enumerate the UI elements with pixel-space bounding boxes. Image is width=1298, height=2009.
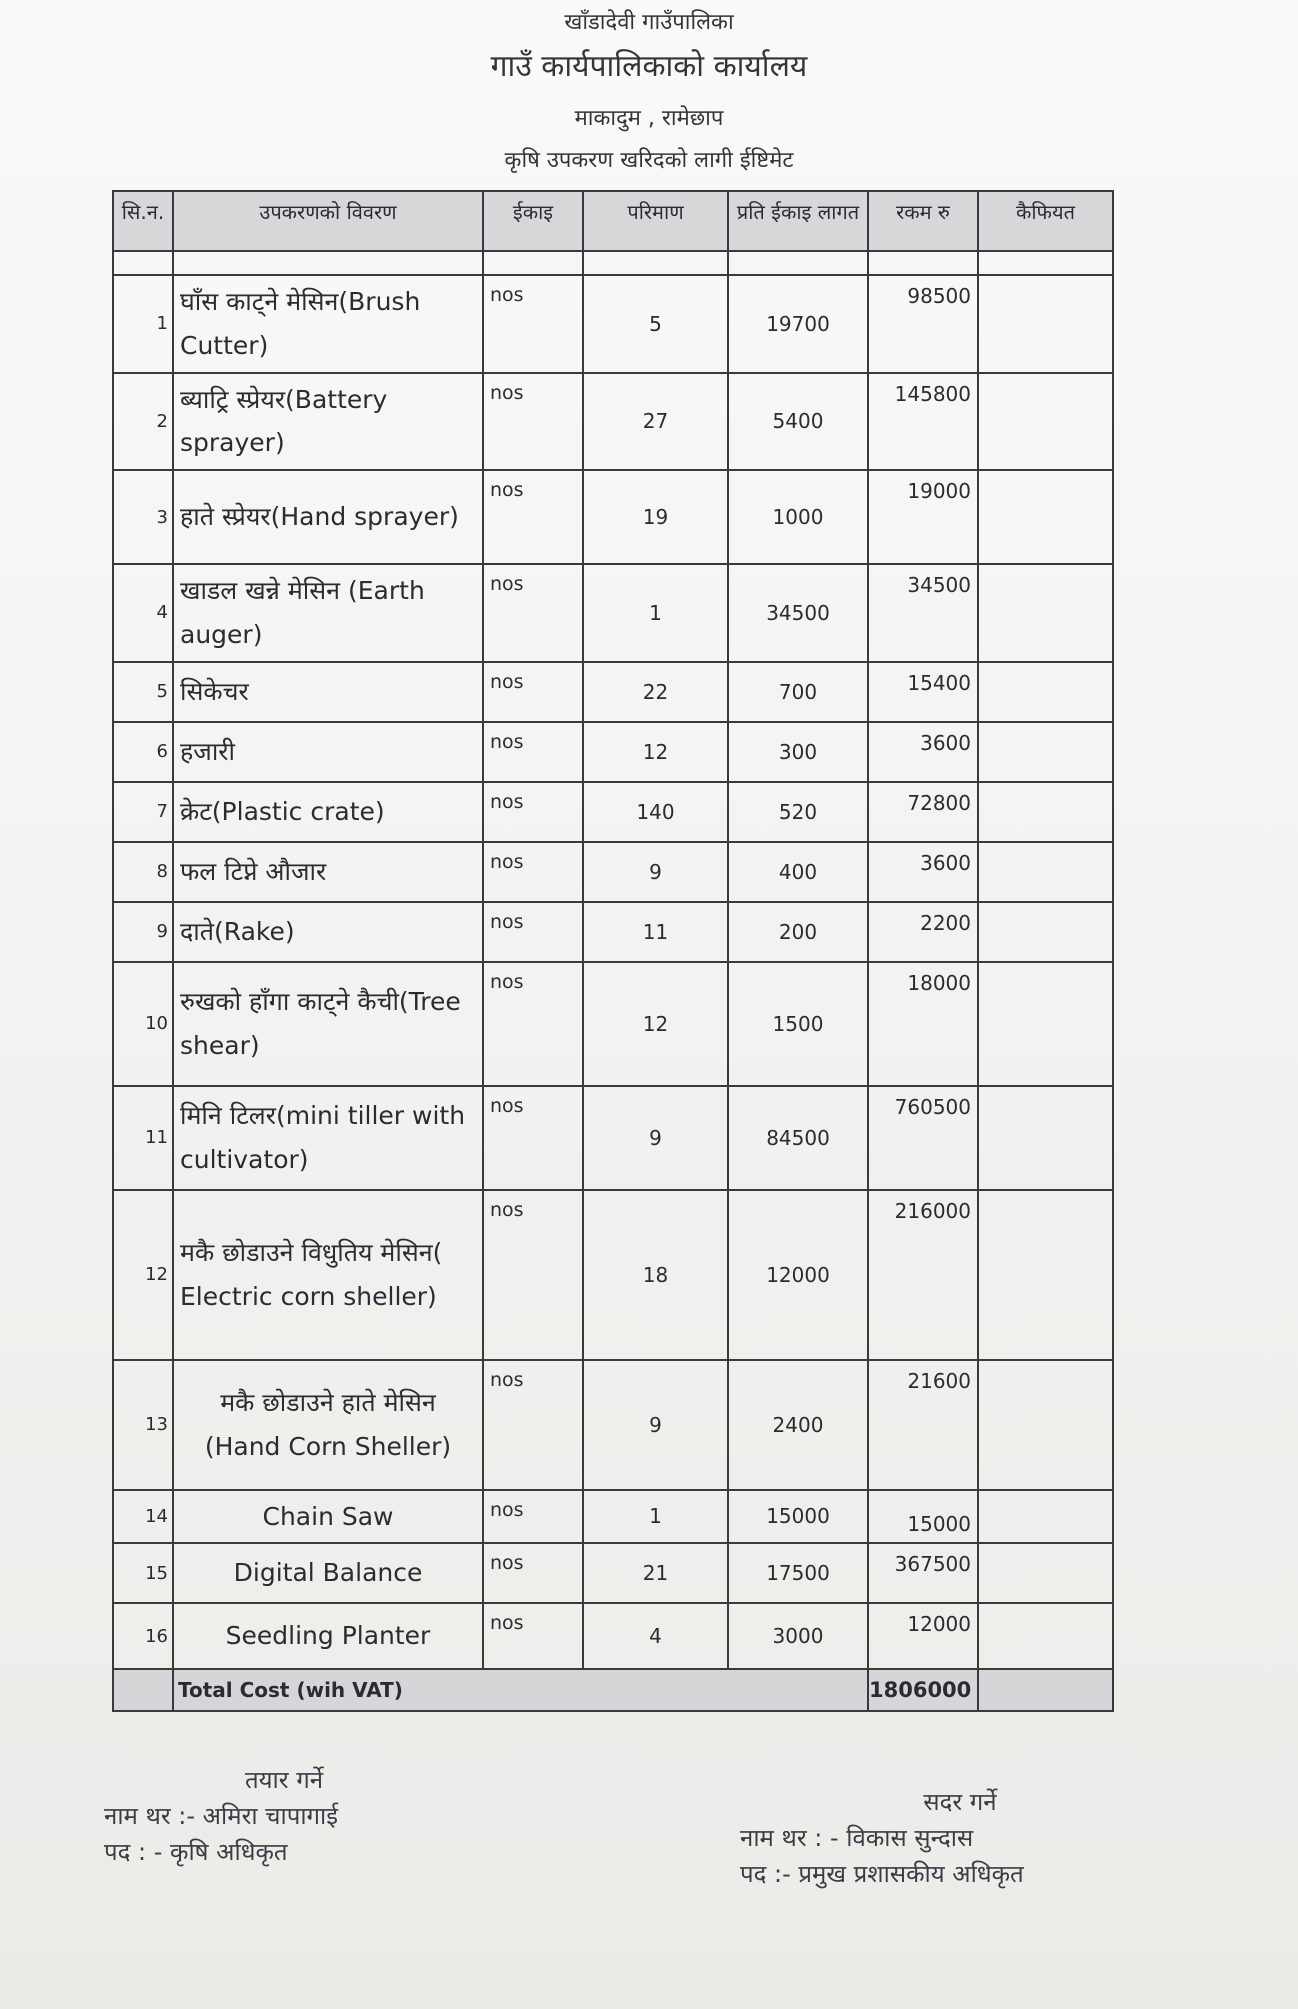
row-quantity: 18 bbox=[583, 1190, 728, 1360]
row-unit: nos bbox=[483, 470, 583, 564]
row-description: सिकेचर bbox=[173, 662, 483, 722]
row-unit: nos bbox=[483, 1190, 583, 1360]
row-sn: 12 bbox=[113, 1190, 173, 1360]
row-unit: nos bbox=[483, 662, 583, 722]
table-row bbox=[113, 564, 1113, 662]
row-unit: nos bbox=[483, 902, 583, 962]
table-row bbox=[113, 373, 1113, 471]
row-amount: 2200 bbox=[868, 902, 978, 962]
col-header-description: उपकरणको विवरण bbox=[173, 191, 483, 251]
total-label: Total Cost (wih VAT) bbox=[173, 1669, 868, 1711]
row-quantity: 4 bbox=[583, 1603, 728, 1669]
row-remarks bbox=[978, 1490, 1113, 1544]
table-spacer-row bbox=[113, 251, 1113, 275]
table-row bbox=[113, 1086, 1113, 1190]
approved-by-post: पद :- प्रमुख प्रशासकीय अधिकृत bbox=[740, 1860, 1024, 1888]
row-sn: 6 bbox=[113, 722, 173, 782]
row-quantity: 1 bbox=[583, 1490, 728, 1544]
row-sn: 2 bbox=[113, 373, 173, 471]
table-row bbox=[113, 1543, 1113, 1603]
row-unit-cost: 700 bbox=[728, 662, 868, 722]
row-amount: 98500 bbox=[868, 275, 978, 373]
row-unit: nos bbox=[483, 842, 583, 902]
row-description: Chain Saw bbox=[173, 1490, 483, 1544]
row-amount: 21600 bbox=[868, 1360, 978, 1490]
col-header-sn: सि.न. bbox=[113, 191, 173, 251]
row-description: हजारी bbox=[173, 722, 483, 782]
row-description: मकै छोडाउने विधुतिय मेसिन( Electric corn sheller) bbox=[173, 1190, 483, 1360]
row-remarks bbox=[978, 962, 1113, 1086]
row-unit: nos bbox=[483, 373, 583, 471]
row-quantity: 9 bbox=[583, 1086, 728, 1190]
row-description: Seedling Planter bbox=[173, 1603, 483, 1669]
table-row bbox=[113, 1190, 1113, 1360]
row-amount: 15000 bbox=[868, 1490, 978, 1544]
row-unit: nos bbox=[483, 1490, 583, 1544]
table-row bbox=[113, 842, 1113, 902]
row-unit-cost: 5400 bbox=[728, 373, 868, 471]
col-header-amount: रकम रु bbox=[868, 191, 978, 251]
row-description: दाते(Rake) bbox=[173, 902, 483, 962]
row-sn: 9 bbox=[113, 902, 173, 962]
row-unit-cost: 200 bbox=[728, 902, 868, 962]
row-quantity: 27 bbox=[583, 373, 728, 471]
row-description: हाते स्प्रेयर(Hand sprayer) bbox=[173, 470, 483, 564]
row-description: क्रेट(Plastic crate) bbox=[173, 782, 483, 842]
row-description: मकै छोडाउने हाते मेसिन (Hand Corn Sheller) bbox=[173, 1360, 483, 1490]
document-subject: कृषि उपकरण खरिदको लागी ईष्टिमेट bbox=[504, 148, 794, 173]
row-unit-cost: 34500 bbox=[728, 564, 868, 662]
row-unit-cost: 300 bbox=[728, 722, 868, 782]
row-unit-cost: 520 bbox=[728, 782, 868, 842]
row-description: मिनि टिलर(mini tiller with cultivator) bbox=[173, 1086, 483, 1190]
total-row bbox=[113, 1669, 1113, 1711]
row-amount: 15400 bbox=[868, 662, 978, 722]
office-address: माकादुम , रामेछाप bbox=[574, 106, 724, 131]
row-quantity: 21 bbox=[583, 1543, 728, 1603]
row-unit-cost: 12000 bbox=[728, 1190, 868, 1360]
row-unit: nos bbox=[483, 722, 583, 782]
row-unit-cost: 2400 bbox=[728, 1360, 868, 1490]
row-amount: 12000 bbox=[868, 1603, 978, 1669]
row-remarks bbox=[978, 1603, 1113, 1669]
row-sn: 13 bbox=[113, 1360, 173, 1490]
row-remarks bbox=[978, 1190, 1113, 1360]
estimate-table bbox=[112, 190, 1114, 1712]
table-row bbox=[113, 1360, 1113, 1490]
row-sn: 15 bbox=[113, 1543, 173, 1603]
row-unit: nos bbox=[483, 1543, 583, 1603]
row-unit: nos bbox=[483, 962, 583, 1086]
row-remarks bbox=[978, 564, 1113, 662]
row-amount: 72800 bbox=[868, 782, 978, 842]
row-quantity: 12 bbox=[583, 722, 728, 782]
col-header-quantity: परिमाण bbox=[583, 191, 728, 251]
total-amount: 1806000 bbox=[868, 1669, 978, 1711]
row-description: रुखको हाँगा काट्ने कैची(Tree shear) bbox=[173, 962, 483, 1086]
row-unit-cost: 17500 bbox=[728, 1543, 868, 1603]
table-row bbox=[113, 962, 1113, 1086]
prepared-by-title: तयार गर्ने bbox=[244, 1766, 324, 1794]
row-quantity: 12 bbox=[583, 962, 728, 1086]
row-remarks bbox=[978, 1360, 1113, 1490]
row-unit: nos bbox=[483, 782, 583, 842]
row-amount: 34500 bbox=[868, 564, 978, 662]
table-row bbox=[113, 662, 1113, 722]
col-header-unit-cost: प्रति ईकाइ लागत bbox=[728, 191, 868, 251]
row-amount: 18000 bbox=[868, 962, 978, 1086]
municipality-name: खाँडादेवी गाउँपालिका bbox=[564, 10, 734, 35]
row-unit: nos bbox=[483, 1603, 583, 1669]
row-unit: nos bbox=[483, 1086, 583, 1190]
table-header-row bbox=[113, 191, 1113, 251]
row-description: Digital Balance bbox=[173, 1543, 483, 1603]
approved-by-title: सदर गर्ने bbox=[923, 1788, 997, 1816]
row-sn: 7 bbox=[113, 782, 173, 842]
row-amount: 3600 bbox=[868, 842, 978, 902]
table-row bbox=[113, 782, 1113, 842]
row-remarks bbox=[978, 1543, 1113, 1603]
row-description: फल टिप्ने औजार bbox=[173, 842, 483, 902]
row-remarks bbox=[978, 842, 1113, 902]
row-amount: 145800 bbox=[868, 373, 978, 471]
row-remarks bbox=[978, 275, 1113, 373]
table-row bbox=[113, 1490, 1113, 1544]
row-unit: nos bbox=[483, 275, 583, 373]
row-sn: 5 bbox=[113, 662, 173, 722]
row-remarks bbox=[978, 782, 1113, 842]
row-sn: 8 bbox=[113, 842, 173, 902]
row-unit: nos bbox=[483, 564, 583, 662]
row-sn: 11 bbox=[113, 1086, 173, 1190]
row-unit-cost: 1000 bbox=[728, 470, 868, 564]
row-sn: 4 bbox=[113, 564, 173, 662]
row-sn: 3 bbox=[113, 470, 173, 564]
row-amount: 760500 bbox=[868, 1086, 978, 1190]
row-remarks bbox=[978, 722, 1113, 782]
approved-by-name: नाम थर : - विकास सुन्दास bbox=[740, 1824, 974, 1852]
row-quantity: 22 bbox=[583, 662, 728, 722]
prepared-by-post: पद : - कृषि अधिकृत bbox=[104, 1838, 288, 1866]
col-header-unit: ईकाइ bbox=[483, 191, 583, 251]
row-unit-cost: 15000 bbox=[728, 1490, 868, 1544]
table-row bbox=[113, 722, 1113, 782]
row-sn: 14 bbox=[113, 1490, 173, 1544]
row-description: खाडल खन्ने मेसिन (Earth auger) bbox=[173, 564, 483, 662]
row-amount: 216000 bbox=[868, 1190, 978, 1360]
prepared-by-block bbox=[104, 1762, 464, 1870]
row-sn: 1 bbox=[113, 275, 173, 373]
table-row bbox=[113, 275, 1113, 373]
row-unit-cost: 84500 bbox=[728, 1086, 868, 1190]
approved-by-block bbox=[740, 1784, 1180, 1892]
row-unit-cost: 1500 bbox=[728, 962, 868, 1086]
row-remarks bbox=[978, 1086, 1113, 1190]
row-amount: 3600 bbox=[868, 722, 978, 782]
row-unit-cost: 3000 bbox=[728, 1603, 868, 1669]
row-unit-cost: 400 bbox=[728, 842, 868, 902]
col-header-remarks: कैफियत bbox=[978, 191, 1113, 251]
table-row bbox=[113, 902, 1113, 962]
row-unit-cost: 19700 bbox=[728, 275, 868, 373]
row-sn: 16 bbox=[113, 1603, 173, 1669]
row-quantity: 5 bbox=[583, 275, 728, 373]
table-row bbox=[113, 470, 1113, 564]
row-amount: 367500 bbox=[868, 1543, 978, 1603]
row-remarks bbox=[978, 662, 1113, 722]
row-remarks bbox=[978, 902, 1113, 962]
row-description: घाँस काट्ने मेसिन(Brush Cutter) bbox=[173, 275, 483, 373]
row-description: ब्याट्रि स्प्रेयर(Battery sprayer) bbox=[173, 373, 483, 471]
row-quantity: 11 bbox=[583, 902, 728, 962]
row-amount: 19000 bbox=[868, 470, 978, 564]
row-quantity: 1 bbox=[583, 564, 728, 662]
row-remarks bbox=[978, 373, 1113, 471]
office-title: गाउँ कार्यपालिकाको कार्यालय bbox=[490, 49, 808, 84]
prepared-by-name: नाम थर :- अमिरा चापागाई bbox=[104, 1802, 339, 1830]
row-quantity: 9 bbox=[583, 1360, 728, 1490]
estimate-table-wrapper bbox=[112, 190, 1112, 1712]
row-sn: 10 bbox=[113, 962, 173, 1086]
row-unit: nos bbox=[483, 1360, 583, 1490]
table-row bbox=[113, 1603, 1113, 1669]
row-remarks bbox=[978, 470, 1113, 564]
row-quantity: 9 bbox=[583, 842, 728, 902]
row-quantity: 19 bbox=[583, 470, 728, 564]
row-quantity: 140 bbox=[583, 782, 728, 842]
